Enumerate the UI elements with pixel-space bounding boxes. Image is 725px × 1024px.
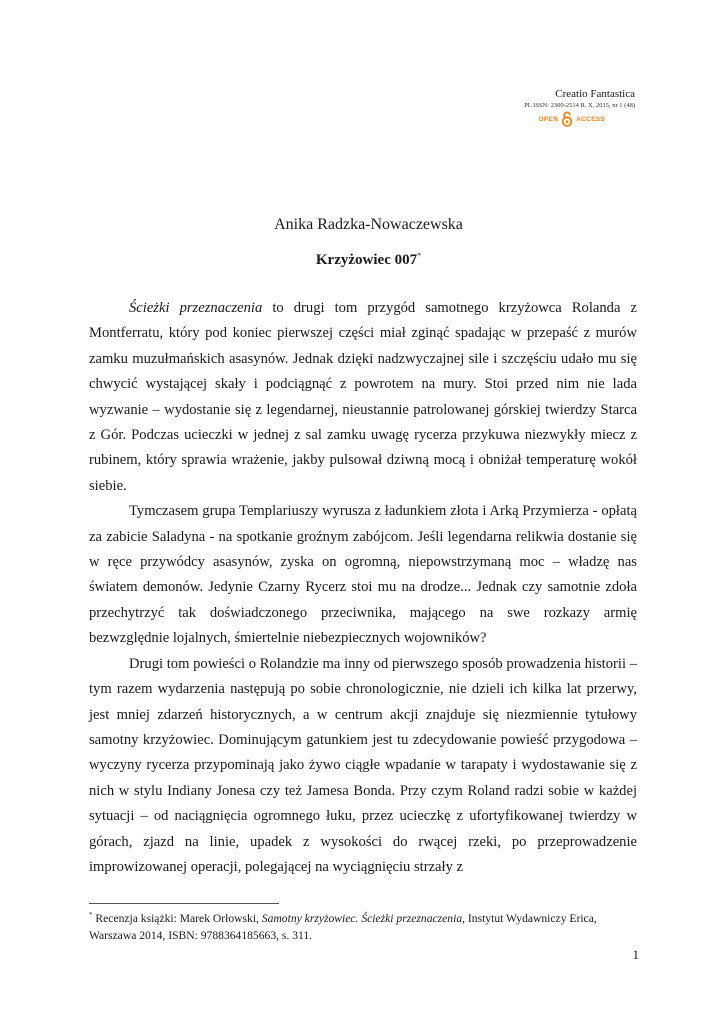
open-access-word-right: ACCESS: [576, 115, 605, 123]
paragraph-3: Drugi tom powieści o Rolandzie ma inny od pierwszego sposób prowadzenia historii – tym razem wydarzenia następują po sobie chronologicznie, nie dzieli ich kilka lat przerwy, jest mniej zdarzeń historycznych, a w centrum akcji znajduje się niezmiennie tytułowy samotny krzyżowiec. Dominującym gatunkiem jest tu zdecydowanie powieść przygodowa – wyczyny rycerza przypominają jako żywo ciągłe wpadanie w tarapaty i wydostawanie się z nich w stylu Indiany Jonesa czy też Jamesa Bonda. Przy czym Roland radzi sobie w każdej sytuacji – od naciągnięcia ogromnego łuku, przez ucieczkę z ufortyfikowanej twierdzy w górach, zjazd na linie, upadek z wysokości do rwącej rzeki, po przeprowadzenie improwizowanej operacji, polegającej na wyciągnięciu strzały z: [89, 655, 637, 875]
article-title: [0, 246, 725, 270]
article-title-text: Krzyżowiec 007: [315, 252, 418, 268]
title-footnote-mark: *: [417, 251, 422, 260]
footnote-text-post: Instytut Wydawniczy Erica, Warszawa 2014, ISBN: 9788364185663, s. 311.: [89, 911, 597, 942]
issn-line: PL ISSN: 2300-2514 R. X, 2015, nr 1 (48): [524, 102, 635, 109]
book-title-italic: Ścieżki przeznaczenia: [129, 300, 263, 316]
footnote: [89, 907, 641, 944]
open-access-badge: [435, 111, 635, 127]
open-access-word-left: OPEN: [538, 115, 559, 123]
footnote-text-pre: Recenzja książki: Marek Orłowski,: [92, 911, 262, 925]
paragraph-2: Tymczasem grupa Templariuszy wyrusza z ładunkiem złota i Arką Przymierza - opłatą za zabicie Saladyna - na spotkanie groźnym zabójcom. Jeśli legendarna relikwia dostanie się w ręce przywódcy asasynów, zyska on ogromną, niepowstrzymaną moc – władzę nas światem demonów. Jedynie Czarny Rycerz stoi mu na drodze... Jednak czy samotnie zdoła przechytrzyć tak doświadczonego przeciwnika, mającego na swe rozkazy armię bezwzględnie lojalnych, śmiertelnie niebezpiecznych wojowników?: [89, 503, 637, 647]
page-number: 1: [632, 947, 639, 962]
paragraph-1: [89, 296, 637, 499]
footnote-book-title: Samotny krzyżowiec. Ścieżki przeznaczenia,: [261, 911, 466, 925]
open-access-lock-icon: [561, 111, 573, 127]
journal-masthead: [435, 88, 635, 127]
article-body: [89, 296, 637, 880]
author-name: Anika Radzka-Nowaczewska: [274, 216, 463, 233]
paragraph-1-text: to drugi tom przygód samotnego krzyżowca Rolanda z Montferratu, który pod koniec pierwszej części miał zginąć spadając w przepaść z murów zamku muzułmańskich asasynów. Jednak dzięki nadzwyczajnej sile i szczęściu udało mu się chwycić wystającej skały i podciągnąć z powrotem na mury. Stoi przed nim nie lada wyzwanie – wydostanie się z legendarnej, nieustannie patrolowanej górskiej twierdzy Starca z Gór. Podczas ucieczki w jednej z sal zamku uwagę rycerza przykuwa niezwykły miecz z rubinem, który sprawia wrażenie, jakby pulsował dziwną mocą i obniżał temperaturę wokół siebie.: [89, 300, 637, 494]
journal-name: Creatio Fantastica: [555, 88, 635, 100]
footnote-separator: [89, 903, 279, 904]
footnote-mark: *: [89, 911, 93, 919]
